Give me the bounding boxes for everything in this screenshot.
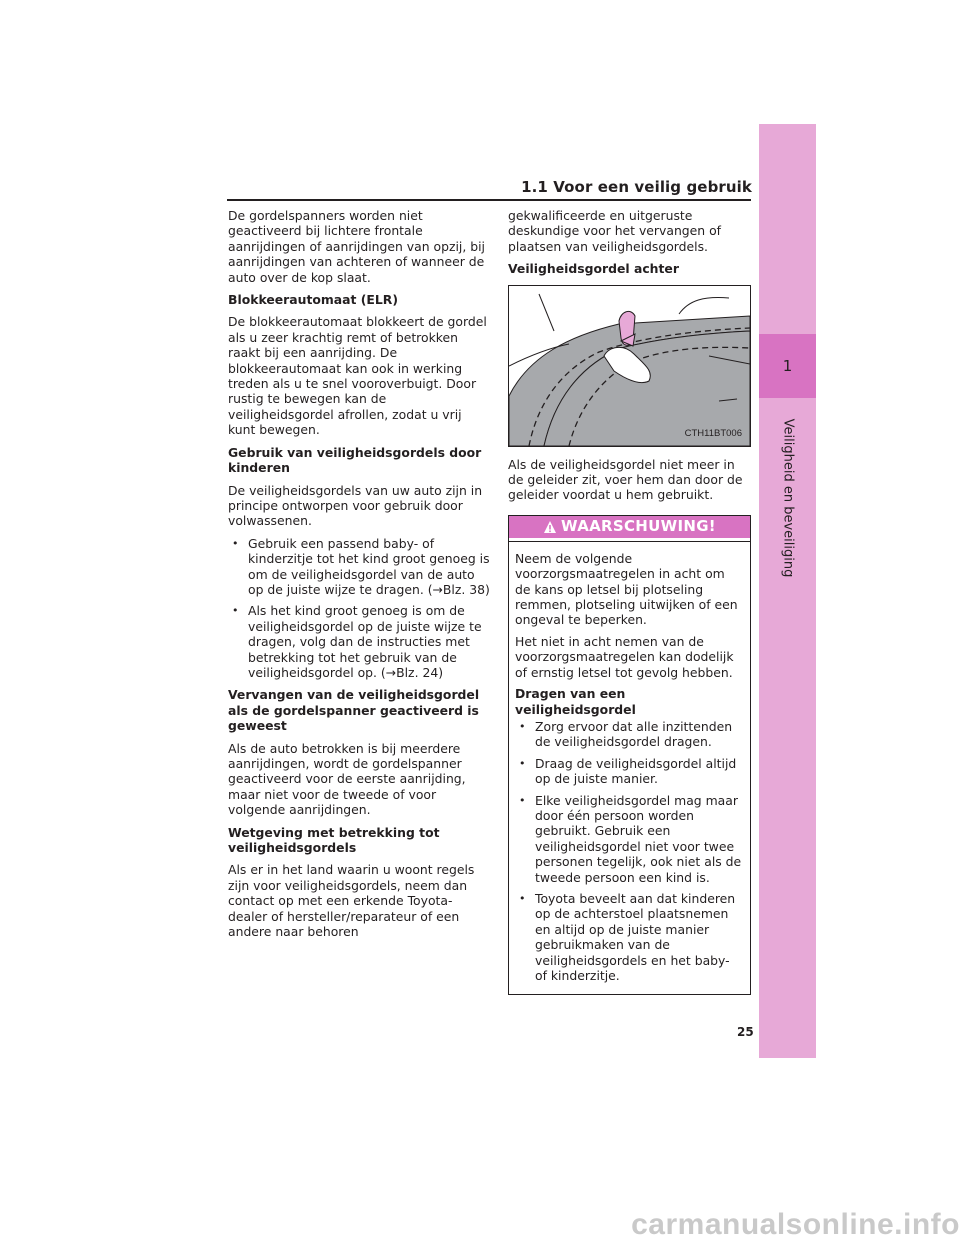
chapter-side-tab [759,124,816,1058]
list-item: • Zorg ervoor dat alle inzittenden de veiligheidsgordel dragen. [515,719,744,750]
chapter-label: Veiligheid en beveiliging [780,418,796,578]
chapter-number: 1 [782,357,793,375]
watermark[interactable]: carmanualsonline.info [631,1208,960,1241]
children-bullet-list [228,536,490,681]
seatbelt-guide-illustration [509,286,750,446]
warning-body [509,541,750,984]
warning-paragraph: Het niet in acht nemen van de voorzorgsmaatregelen kan dodelijk of ernstig letsel tot gevolg hebben. [515,633,734,680]
warning-bullet-list [515,719,744,984]
list-item: • Als het kind groot genoeg is om de veiligheidsgordel op de juiste wijze te dragen, volg dan de instructies met betrekking tot het gebruik van de veiligheidsgordel op. (→Blz. 24) [228,603,490,680]
warning-title: WAARSCHUWING! [561,517,716,536]
warning-box [508,515,751,996]
rear-belt-heading: Veiligheidsgordel achter [508,261,679,277]
replace-heading: Vervangen van de veiligheidsgordel als de gordelspanner geactiveerd is geweest [228,687,480,734]
elr-paragraph: De blokkeerautomaat blokkeert de gordel als u zeer krachtig remt of betrokken raakt bij een aanrijding. De blokkeerautomaat kan ook in werking treden als u te snel vooroverbuigt. Door rustig te bewegen kan de veiligheidsgordel afrollen, zodat u vrij kunt bewegen. [228,314,487,438]
pretensioner-paragraph: De gordelspanners worden niet geactiveerd bij lichtere frontale aanrijdingen of aanrijdingen van opzij, bij aanrijdingen van achteren of wanneer de auto over de kop slaat. [228,208,485,285]
page-number: 25 [737,1025,754,1039]
list-item: • Gebruik een passend baby- of kinderzitje tot het kind groot genoeg is om de veiligheidsgordel van de auto op de juiste wijze te dragen. (→Blz. 38) [228,536,490,598]
warning-triangle-icon [543,520,557,534]
warning-paragraph: Neem de volgende voorzorgsmaatregelen in acht om de kans op letsel bij plotseling remmen, plotseling uitwijken of een ongeval te beperken. [515,550,738,628]
guide-paragraph: Als de veiligheidsgordel niet meer in de geleider zit, voer hem dan door de geleider voordat u hem gebruikt. [508,456,743,503]
law-paragraph: Als er in het land waarin u woont regels zijn voor veiligheidsgordels, neem dan contact op met een erkende Toyota-dealer of hersteller/reparateur of een andere naar behoren [228,862,475,940]
figure-code: CTH11BT006 [684,428,742,440]
elr-heading: Blokkeerautomaat (ELR) [228,292,398,308]
replace-paragraph: Als de auto betrokken is bij meerdere aanrijdingen, wordt de gordelspanner geactiveerd voor de eerste aanrijding, maar niet voor de tweede of voor volgende aanrijdingen. [228,740,466,818]
header-rule [227,199,751,201]
right-column [508,208,753,995]
section-title: 1.1 Voor een veilig gebruik [521,178,752,196]
children-heading: Gebruik van veiligheidsgordels door kinderen [228,444,482,476]
wear-belt-heading: Dragen van een veiligheidsgordel [515,686,636,717]
warning-header [509,516,750,541]
children-paragraph: De veiligheidsgordels van uw auto zijn in principe ontworpen voor gebruik door volwassenen. [228,482,483,529]
list-item: • Toyota beveelt aan dat kinderen op de achterstoel plaatsnemen en altijd op de juiste manier gebruikmaken van de veiligheidsgordels en het baby- of kinderzitje. [515,891,744,983]
law-heading: Wetgeving met betrekking tot veiligheidsgordels [228,824,440,856]
continued-paragraph: gekwalificeerde en uitgeruste deskundige voor het vervangen of plaatsen van veiligheidsgordels. [508,208,722,254]
list-item: • Elke veiligheidsgordel mag maar door één persoon worden gebruikt. Gebruik een veiligheidsgordel niet voor twee personen tegelijk, ook niet als de tweede persoon een kind is. [515,793,744,885]
left-column [228,208,490,946]
seatbelt-guide-figure [508,285,751,447]
list-item: • Draag de veiligheidsgordel altijd op de juiste manier. [515,756,744,787]
chapter-number-box[interactable] [759,334,816,398]
